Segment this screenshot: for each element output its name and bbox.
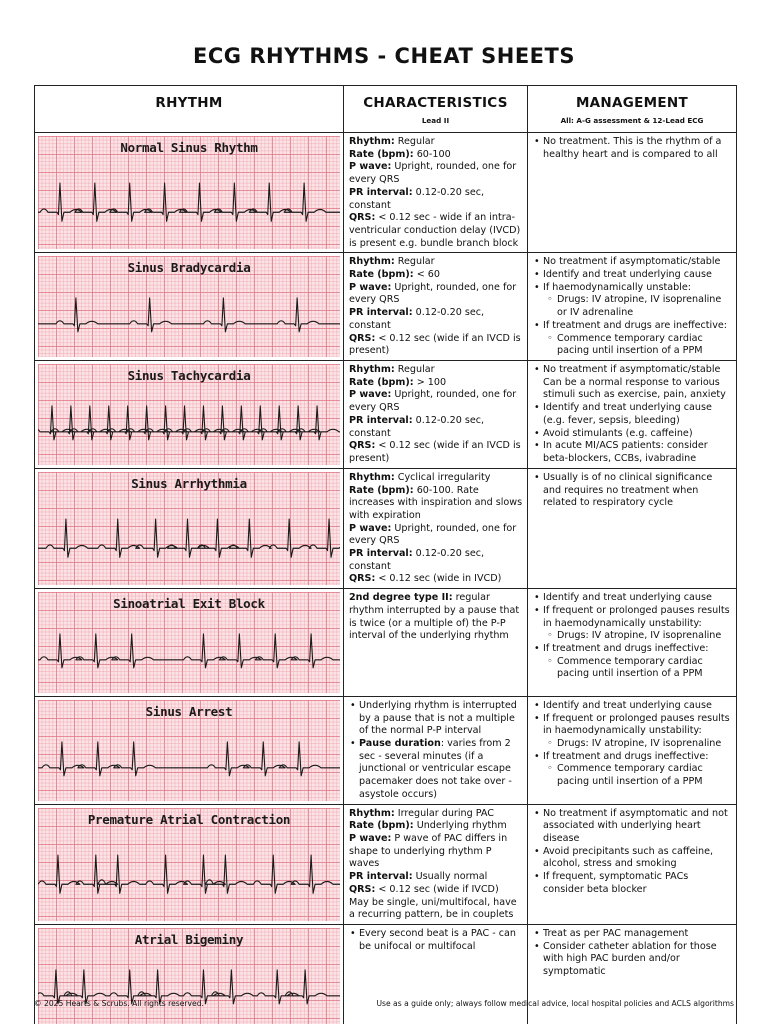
list-item: • Consider catheter ablation for those with high PAC burden and/or symptomatic [533,941,732,979]
characteristic-label: P wave: [349,161,392,173]
header-management-sub: All: A-G assessment & 12-Lead ECG [560,116,704,125]
management-list [533,256,732,358]
table-row [35,589,737,697]
characteristic-label: Rhythm: [349,807,395,819]
characteristic-text: Upright, rounded, one for every QRS [349,522,517,547]
characteristic-line [349,592,523,643]
list-item: • Identify and treat underlying cause (e.g. fever, sepsis, bleeding) [533,402,732,427]
characteristic-label: Rhythm: [349,136,395,147]
characteristic-line [349,472,523,485]
characteristic-label: PR interval: [349,414,413,426]
list-item: • No treatment if asymptomatic/stable Can be a normal response to various stimuli such as exercise, pain, anxiety [533,364,732,402]
characteristic-line [349,548,523,573]
characteristic-label: P wave: [349,522,392,534]
characteristic-line [349,377,523,390]
characteristics-cell [344,804,528,924]
characteristics-cell [344,924,528,1024]
characteristic-text: Cyclical irregularity [394,471,491,483]
header-rhythm-label: RHYTHM [155,95,223,111]
characteristic-line [349,212,523,250]
characteristic-line [349,573,523,586]
characteristic-label: Rate (bpm): [349,820,414,832]
list-item: • No treatment if asymptomatic and not associated with underlying heart disease [533,808,732,846]
management-list [533,700,732,789]
list-item: • Identify and treat underlying cause [533,269,732,282]
characteristic-label: Rate (bpm): [349,484,414,496]
characteristic-line [349,307,523,332]
characteristic-label: Rhythm: [349,256,395,268]
ecg-waveform [38,298,340,332]
rhythm-name: Sinoatrial Exit Block [113,596,265,612]
list-item: • In acute MI/ACS patients: consider beta-blockers, CCBs, ivabradine [533,440,732,465]
characteristic-line [349,523,523,548]
characteristic-text: Usually normal [412,871,488,883]
rhythm-name: Sinus Bradycardia [127,260,251,276]
header-management [528,86,737,133]
list-item: ◦ Commence temporary cardiac pacing until insertion of a PPM [533,333,732,358]
management-cell [528,133,737,253]
characteristic-label: PR interval: [349,186,413,198]
list-item: • If treatment and drugs ineffective: [533,643,732,656]
characteristic-label: QRS: [349,212,376,224]
characteristic-text: Regular [394,136,435,147]
characteristic-label: Pause duration [359,738,441,750]
list-item: • Avoid stimulants (e.g. caffeine) [533,428,732,441]
characteristic-line [349,282,523,307]
characteristics-cell [344,696,528,804]
header-characteristics [344,86,528,133]
characteristic-line [349,364,523,377]
list-item: ◦ Commence temporary cardiac pacing until insertion of a PPM [533,763,732,788]
rhythm-cell [35,924,344,1024]
characteristic-line [349,161,523,186]
list-item: ◦ Drugs: IV atropine, IV isoprenaline [533,630,732,643]
characteristics-cell [344,253,528,361]
characteristics-list [349,928,523,953]
characteristic-line [349,149,523,162]
characteristic-label: P wave: [349,833,392,845]
management-cell [528,361,737,469]
rhythm-table [34,85,737,1024]
list-item: • If frequent or prolonged pauses results in haemodynamically unstability: [533,605,732,630]
list-item [349,738,523,802]
rhythm-name: Sinus Tachycardia [127,368,251,384]
characteristic-line [349,187,523,212]
characteristic-line [349,820,523,833]
rhythm-cell [35,804,344,924]
characteristics-cell [344,133,528,253]
characteristic-label: QRS: [349,573,376,585]
list-item: • Treat as per PAC management [533,928,732,941]
characteristic-label: QRS: [349,883,376,895]
list-item: • If haemodynamically unstable: [533,282,732,295]
characteristic-label: Rate (bpm): [349,269,414,281]
characteristic-line [349,808,523,821]
list-item [349,928,523,953]
characteristic-line [349,269,523,282]
list-item: • If frequent, symptomatic PACs consider beta blocker [533,871,732,896]
characteristic-text: Regular [394,256,435,268]
rhythm-name: Premature Atrial Contraction [87,811,291,827]
characteristic-line [349,256,523,269]
rhythm-cell [35,361,344,469]
characteristic-text: 60-100 [413,148,451,160]
characteristic-line [349,389,523,414]
management-cell [528,804,737,924]
list-item: • Avoid precipitants such as caffeine, alcohol, stress and smoking [533,846,732,871]
header-management-label: MANAGEMENT [575,95,689,111]
management-list [533,592,732,681]
ecg-waveform [38,855,340,893]
characteristic-label: P wave: [349,389,392,401]
characteristic-label: PR interval: [349,307,413,319]
table-row [35,133,737,253]
footer-copyright: © 2025 Hearts & Scrubs. All rights reserved. [34,999,204,1008]
page-title: ECG RHYTHMS - CHEAT SHEETS [193,44,575,68]
management-list [533,472,732,510]
footer-disclaimer: Use as a guide only; always follow medical advice, local hospital policies and ACLS algorithms [376,999,734,1008]
management-list [533,808,732,897]
management-list [533,136,732,161]
management-cell [528,468,737,588]
characteristic-label: QRS: [349,332,376,344]
characteristic-text: 60-100. Rate increases with inspiration and slows with expiration [349,484,523,521]
characteristic-text: < 0.12 sec (wide in IVCD) [375,573,502,585]
rhythm-cell [35,468,344,588]
list-item: • Usually is of no clinical significance and requires no treatment when related to respiratory cycle [533,472,732,510]
rhythm-cell [35,253,344,361]
table-row [35,804,737,924]
list-item: • Identify and treat underlying cause [533,700,732,713]
management-cell [528,924,737,1024]
characteristic-text: < 0.12 sec (wide if an IVCD is present) [349,332,521,357]
list-item: • If frequent or prolonged pauses results in haemodynamically unstability: [533,713,732,738]
characteristic-label: QRS: [349,440,376,452]
ecg-waveform [38,183,340,221]
list-item: ◦ Commence temporary cardiac pacing until insertion of a PPM [533,656,732,681]
characteristic-label: 2nd degree type II: [349,592,453,604]
characteristic-line [349,485,523,523]
ecg-waveform [38,406,340,440]
rhythm-cell [35,133,344,253]
characteristic-text: May be single, uni/multifocal, have a recurring pattern, be in couplets [349,896,517,921]
header-characteristics-sub: Lead II [421,116,450,125]
characteristic-text: Regular [394,364,435,376]
characteristic-line [349,136,523,149]
list-item: ◦ Drugs: IV atropine, IV isoprenaline or IV adrenaline [533,294,732,319]
characteristic-text: Irregular during PAC [394,807,494,819]
characteristic-text: P wave of PAC differs in shape to underlying rhythm P waves [349,833,508,870]
ecg-waveform [38,519,340,557]
characteristic-line [349,833,523,871]
characteristic-line [349,415,523,440]
characteristic-label: Rate (bpm): [349,148,414,160]
characteristics-cell [344,361,528,469]
header-rhythm [35,86,344,133]
characteristic-text: > 100 [413,376,447,388]
list-item: • If treatment and drugs are ineffective: [533,320,732,333]
table-row [35,924,737,1024]
characteristic-line [349,333,523,358]
management-cell [528,696,737,804]
characteristics-cell [344,468,528,588]
management-cell [528,253,737,361]
characteristic-label: PR interval: [349,548,413,560]
characteristic-text: Every second beat is a PAC - can be unifocal or multifocal [359,927,516,952]
characteristic-text: 0.12-0.20 sec, constant [349,186,485,211]
table-row [35,468,737,588]
ecg-waveform [38,742,340,776]
rhythm-cell [35,589,344,697]
list-item: • No treatment if asymptomatic/stable [533,256,732,269]
characteristic-text: 0.12-0.20 sec, constant [349,548,485,572]
characteristic-text: Upright, rounded, one for every QRS [349,389,517,414]
characteristic-line [349,871,523,884]
characteristic-text: Underlying rhythm [413,820,507,832]
management-cell [528,589,737,697]
characteristic-text: < 0.12 sec - wide if an intra-ventricular conduction delay (IVCD) is present e.g. bundle branch block [349,212,521,249]
characteristic-label: Rhythm: [349,364,395,376]
ecg-waveform [38,634,340,668]
rhythm-name: Sinus Arrhythmia [131,475,247,491]
characteristic-text: Underlying rhythm is interrupted by a pause that is not a multiple of the normal P-P interval [359,699,517,737]
characteristic-label: Rhythm: [349,471,395,483]
management-list [533,928,732,979]
table-row [35,361,737,469]
rhythm-name: Normal Sinus Rhythm [120,140,258,155]
rhythm-name: Atrial Bigeminy [134,931,244,947]
characteristic-text: regular rhythm interrupted by a pause that is twice (or a multiple of) the P-P interval of the underlying rhythm [349,592,520,642]
management-list [533,364,732,466]
rhythm-cell [35,696,344,804]
characteristics-cell [344,589,528,697]
table-row [35,253,737,361]
characteristic-text: Upright, rounded, one for every QRS [349,161,517,186]
characteristic-text: 0.12-0.20 sec, constant [349,307,485,331]
characteristics-list [349,700,523,802]
characteristic-label: Rate (bpm): [349,376,414,388]
characteristic-line [349,897,523,922]
list-item [349,700,523,738]
characteristic-line [349,884,523,897]
table-row [35,696,737,804]
characteristic-line [349,440,523,465]
header-characteristics-label: CHARACTERISTICS [363,95,508,111]
characteristic-text: < 0.12 sec (wide if an IVCD is present) [349,440,521,464]
characteristic-label: P wave: [349,281,392,293]
list-item: • If treatment and drugs ineffective: [533,751,732,764]
characteristic-text: Upright, rounded, one for every QRS [349,281,517,306]
list-item: ◦ Drugs: IV atropine, IV isoprenaline [533,738,732,751]
list-item: • Identify and treat underlying cause [533,592,732,605]
characteristic-label: PR interval: [349,871,413,883]
rhythm-name: Sinus Arrest [145,703,233,719]
characteristic-text: < 60 [413,269,440,281]
characteristic-text: < 0.12 sec (wide if IVCD) [375,883,499,895]
characteristic-text: : varies from 2 sec - several minutes (if a junctional or ventricular escape pacemaker does not take over - asystole occurs) [359,738,512,800]
list-item: • No treatment. This is the rhythm of a healthy heart and is compared to all [533,136,732,161]
characteristic-text: 0.12-0.20 sec, constant [349,414,485,439]
